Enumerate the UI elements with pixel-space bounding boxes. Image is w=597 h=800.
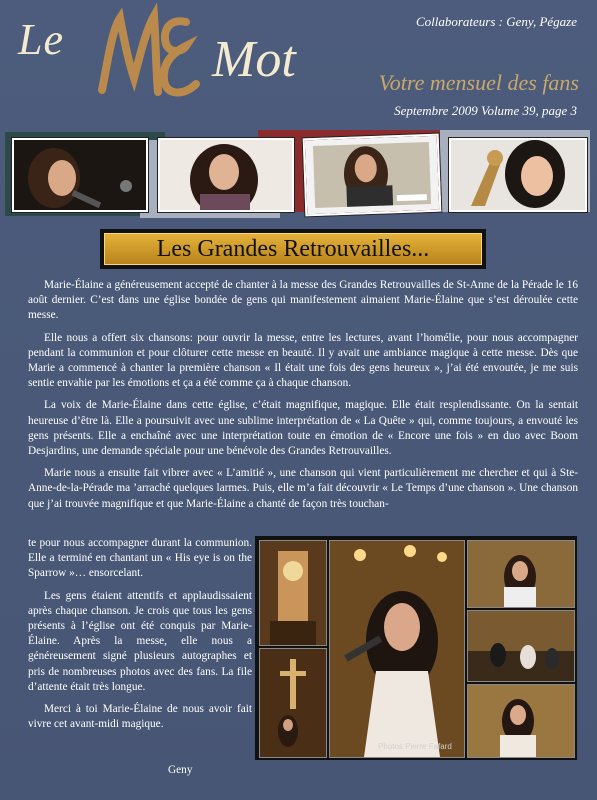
photo-singer-award — [449, 138, 587, 212]
headline: Les Grandes Retrouvailles... — [156, 235, 430, 262]
photo-singer-framed — [303, 134, 442, 217]
article-body — [28, 278, 578, 512]
paragraph-2: Elle nous a offert six chansons: pour ouvrir la messe, entre les lectures, avant l’homélie, pour nous accompagner pendant la communion et pour clôturer cette messe en beauté. Il y avait une ambiance magique à cette messe. Dès que Marie a commencé à chanter la première chanson « Il était une fois des gens heureux », j’ai été envoutée, je me suis sentie envahie par les émotions et ça a été comme ça à chaque chanson. — [28, 331, 578, 390]
issue-info: Septembre 2009 Volume 39, page 3 — [394, 103, 577, 118]
signature: Geny — [168, 764, 193, 776]
photo-singer-portrait — [158, 138, 294, 212]
collage-singer-top-right — [467, 540, 575, 608]
photo-singer-microphone — [12, 138, 148, 212]
collage-church-crowd — [467, 610, 575, 682]
collage-church-altar — [259, 540, 327, 646]
photo-collage — [255, 536, 577, 760]
article-narrow-column — [28, 536, 252, 739]
logo-le: Le — [18, 15, 64, 64]
collaborators: Collaborateurs : Geny, Pégaze — [415, 14, 577, 29]
paragraph-5: Les gens étaient attentifs et applaudissaient après chaque chanson. Je crois que tous les gens présents à l’église ont été conquis par Marie-Élaine. Après la messe, elle nous a généreusement signé plusieurs autographes et pris de nombreuses photos avec des fans. La file d’attente était très longue. — [28, 589, 252, 693]
logo-mot: Mot — [212, 31, 296, 88]
me-monogram-logo — [90, 0, 210, 110]
paragraph-1: Marie-Élaine a généreusement accepté de chanter à la messe des Grandes Retrouvailles de St-Anne de la Pérade le 16 août dernier. C’est dans une église bondée de gens qui manifestement aimaient Marie-Élaine que s’est déroulée cette messe. — [28, 279, 578, 322]
headline-box — [100, 229, 486, 269]
collage-singer-main — [329, 540, 465, 758]
paragraph-3: La voix de Marie-Élaine dans cette église, c’était magnifique, magique. Elle était resplendissante. On la sentait heureuse d’être là. Elle a poursuivit avec une sublime interprétation de « La Quête » qui, comme toujours, a envouté les gens présents. Elle a enchaîné avec une interprétation toute en émotion de « Encore une fois » en duo avec Boom Desjardins, une demande spéciale pour une bénévole des Grandes Retrouvailles. — [28, 399, 578, 458]
photo-strip — [0, 128, 597, 218]
paragraph-4-end: te pour nous accompagner durant la communion. Elle a terminé en chantant un « His eye is on the Sparrow »… ensorcelant. — [28, 537, 252, 580]
collage-church-cross — [259, 648, 327, 758]
collage-singer-bottom-right — [467, 684, 575, 758]
paragraph-6: Merci à toi Marie-Élaine de nous avoir fait vivre cet avant-midi magique. — [28, 703, 252, 731]
paragraph-4-top: Marie nous a ensuite fait vibrer avec « L’amitié », une chanson qui vient particulièrement me chercher et qui à Ste-Anne-de-la-Pérade ma ’arraché quelques larmes. Puis, elle m’a fait découvrir « Le Temps d’une chanson ». Une chanson que j’ai trouvée magnifique et que Marie-Élaine a chanté de façon très touchan- — [28, 467, 578, 510]
tagline: Votre mensuel des fans — [378, 70, 579, 95]
masthead — [0, 0, 597, 130]
photo-credit: Photos Pierre Fafard — [378, 742, 452, 751]
